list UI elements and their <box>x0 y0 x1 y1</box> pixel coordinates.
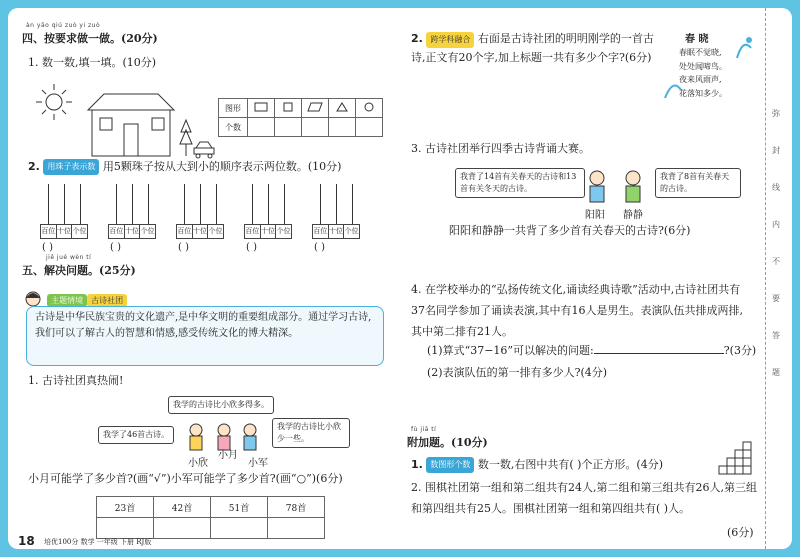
fj-title: 附加题。(10分) <box>407 436 488 449</box>
section5-pinyin: jiě jué wèn tí <box>46 254 92 261</box>
poem-title: 春 晓 <box>685 34 709 45</box>
name-jing: 静静 <box>623 210 643 221</box>
q2-tag: 跨学科融合 <box>426 32 474 48</box>
q4-sub1-blank[interactable] <box>594 353 724 354</box>
child-icon <box>244 424 256 450</box>
answer-cell[interactable] <box>97 518 154 539</box>
page-number: 18 <box>18 534 35 548</box>
q3-bubble-right: 我背了8首有关春天的古诗。 <box>655 168 741 198</box>
theme-box <box>26 306 384 366</box>
q1b-question: 小月可能学了多少首?(画“√”)小军可能学了多少首?(画“○”)(6分) <box>28 472 343 485</box>
section4-pinyin: àn yāo qiú zuò yi zuò <box>26 22 101 29</box>
answer-cell[interactable] <box>154 518 211 539</box>
child-icon <box>190 424 202 450</box>
bird-icon <box>733 28 755 68</box>
fj1-tag: 数图形个数 <box>426 457 474 473</box>
theme-name: 古诗社团 <box>87 294 127 307</box>
sun-icon <box>46 94 62 110</box>
q3-question: 阳阳和静静一共背了多少首有关春天的古诗?(6分) <box>449 224 691 237</box>
theme-header <box>24 288 127 308</box>
answer-option[interactable]: 51首 <box>211 497 268 518</box>
q2-text: 右面是古诗社团的明明刚学的一首古诗,正文有20个字,加上标题一共有多少个字?(6分) <box>411 32 654 64</box>
theme-text: 古诗是中华民族宝贵的文化遗产,是中华文明的重要组成部分。通过学习古诗,我们可以了解古人的智慧和情感,感受传统文化的博大精深。 <box>35 312 372 339</box>
child-icon <box>590 171 604 202</box>
bubble-right: 我学的古诗比小欣少一些。 <box>272 418 350 448</box>
count-header: 个数 <box>219 118 248 137</box>
parallelogram-icon <box>307 102 323 112</box>
left-page <box>8 8 393 549</box>
name-xin: 小欣 <box>188 458 208 469</box>
q4-text: 4. 在学校举办的“弘扬传统文化,诵读经典诗歌”活动中,古诗社团共有37名同学参加了诵读表演,其中有16人是男生。表演队伍共排成两排,其中第二排有21人。 <box>411 283 743 338</box>
shape-header: 图形 <box>219 99 248 118</box>
bubble-left: 我学了46首古诗。 <box>98 426 174 444</box>
right-page <box>393 8 792 549</box>
bubble-top: 我学的古诗比小欣多得多。 <box>168 396 274 414</box>
count-cell[interactable] <box>248 118 275 137</box>
q3-bubble-left: 我背了14首有关春天的古诗和13首有关冬天的古诗。 <box>455 168 585 198</box>
answer-cell[interactable] <box>268 518 325 539</box>
answer-option[interactable]: 23首 <box>97 497 154 518</box>
count-cell[interactable] <box>275 118 302 137</box>
poem-line: 夜来风雨声, <box>679 75 722 85</box>
answer-cell[interactable] <box>211 518 268 539</box>
answer-option[interactable]: 78首 <box>268 497 325 518</box>
q1-text: 1. 数一数,填一填。(10分) <box>28 56 157 69</box>
section4-title: 四、按要求做一做。(20分) <box>22 32 158 45</box>
q4-sub1: (1)算式“37−16”可以解决的问题: ?(3分) <box>427 344 757 357</box>
abacus[interactable]: 百位 十位 个位 ( ) <box>40 184 88 242</box>
poem-line: 花落知多少。 <box>679 88 727 98</box>
count-cell[interactable] <box>329 118 356 137</box>
poem-lines <box>679 46 727 100</box>
seal-line <box>765 8 767 549</box>
footer-info: 培优100分 数学 一年级 下册 RJ版 <box>44 538 152 546</box>
poem-line: 处处闻啼鸟。 <box>679 61 727 71</box>
roof-shape <box>88 94 174 110</box>
door-shape <box>124 124 138 156</box>
girl-avatar-icon <box>24 290 42 308</box>
q1b-text: 1. 古诗社团真热闹! <box>28 374 124 387</box>
staircase-squares-figure <box>711 440 755 476</box>
side-notice: 弥 封 线 内 不 要 答 题 <box>772 109 780 377</box>
answer-option[interactable]: 42首 <box>154 497 211 518</box>
child-icon <box>626 171 640 202</box>
q2-block: 2. 跨学科融合 右面是古诗社团的明明刚学的一首古诗,正文有20个字,加上标题一共有多少个字?(6分) <box>411 32 654 64</box>
q3-text: 3. 古诗社团举行四季古诗背诵大赛。 <box>411 142 590 155</box>
fj1-text: 数一数,右图中共有( )个正方形。(4分) <box>477 458 664 471</box>
name-jun: 小军 <box>248 458 268 469</box>
answer-options-table <box>96 496 325 539</box>
fj2-score: (6分) <box>727 526 754 539</box>
abacus[interactable]: 百位 十位 个位 ( ) <box>312 184 360 242</box>
section5-title: 五、解决问题。(25分) <box>22 264 136 277</box>
fj1-line: 1. 数图形个数 数一数,右图中共有( )个正方形。(4分) <box>411 458 664 471</box>
name-yue: 小月 <box>218 450 238 461</box>
rectangle-icon <box>254 102 268 112</box>
abacus[interactable]: 百位 十位 个位 ( ) <box>244 184 292 242</box>
house-body <box>92 110 170 156</box>
square-icon <box>283 102 293 112</box>
triangle-icon <box>336 102 348 112</box>
abacus[interactable]: 百位 十位 个位 ( ) <box>176 184 224 242</box>
q4-sub2: (2)表演队伍的第一排有多少人?(4分) <box>427 366 608 379</box>
shape-count-table <box>218 98 383 137</box>
count-cell[interactable] <box>356 118 383 137</box>
q2-text: 用5颗珠子按从大到小的顺序表示两位数。(10分) <box>102 160 342 173</box>
poem-line: 春眠不觉晓, <box>679 48 722 57</box>
q2-line: 2. 用珠子表示数 用5颗珠子按从大到小的顺序表示两位数。(10分) <box>28 160 342 173</box>
circle-icon <box>364 102 374 112</box>
count-cell[interactable] <box>302 118 329 137</box>
q3-children <box>585 168 649 204</box>
theme-tag: 主题情境 <box>47 294 87 307</box>
q2-tag: 用珠子表示数 <box>43 159 99 175</box>
car-icon <box>196 142 212 148</box>
abacus[interactable]: 百位 十位 个位 ( ) <box>108 184 156 242</box>
name-yang: 阳阳 <box>585 210 605 221</box>
fj2-text: 2. 围棋社团第一组和第二组共有24人,第二组和第三组共有26人,第三组和第四组共有25人。围棋社团第一组和第四组共有( )人。 <box>411 481 757 515</box>
house-picture <box>36 80 216 160</box>
poem-card <box>661 28 753 128</box>
fj-pinyin: fù jiā tí <box>411 426 437 433</box>
